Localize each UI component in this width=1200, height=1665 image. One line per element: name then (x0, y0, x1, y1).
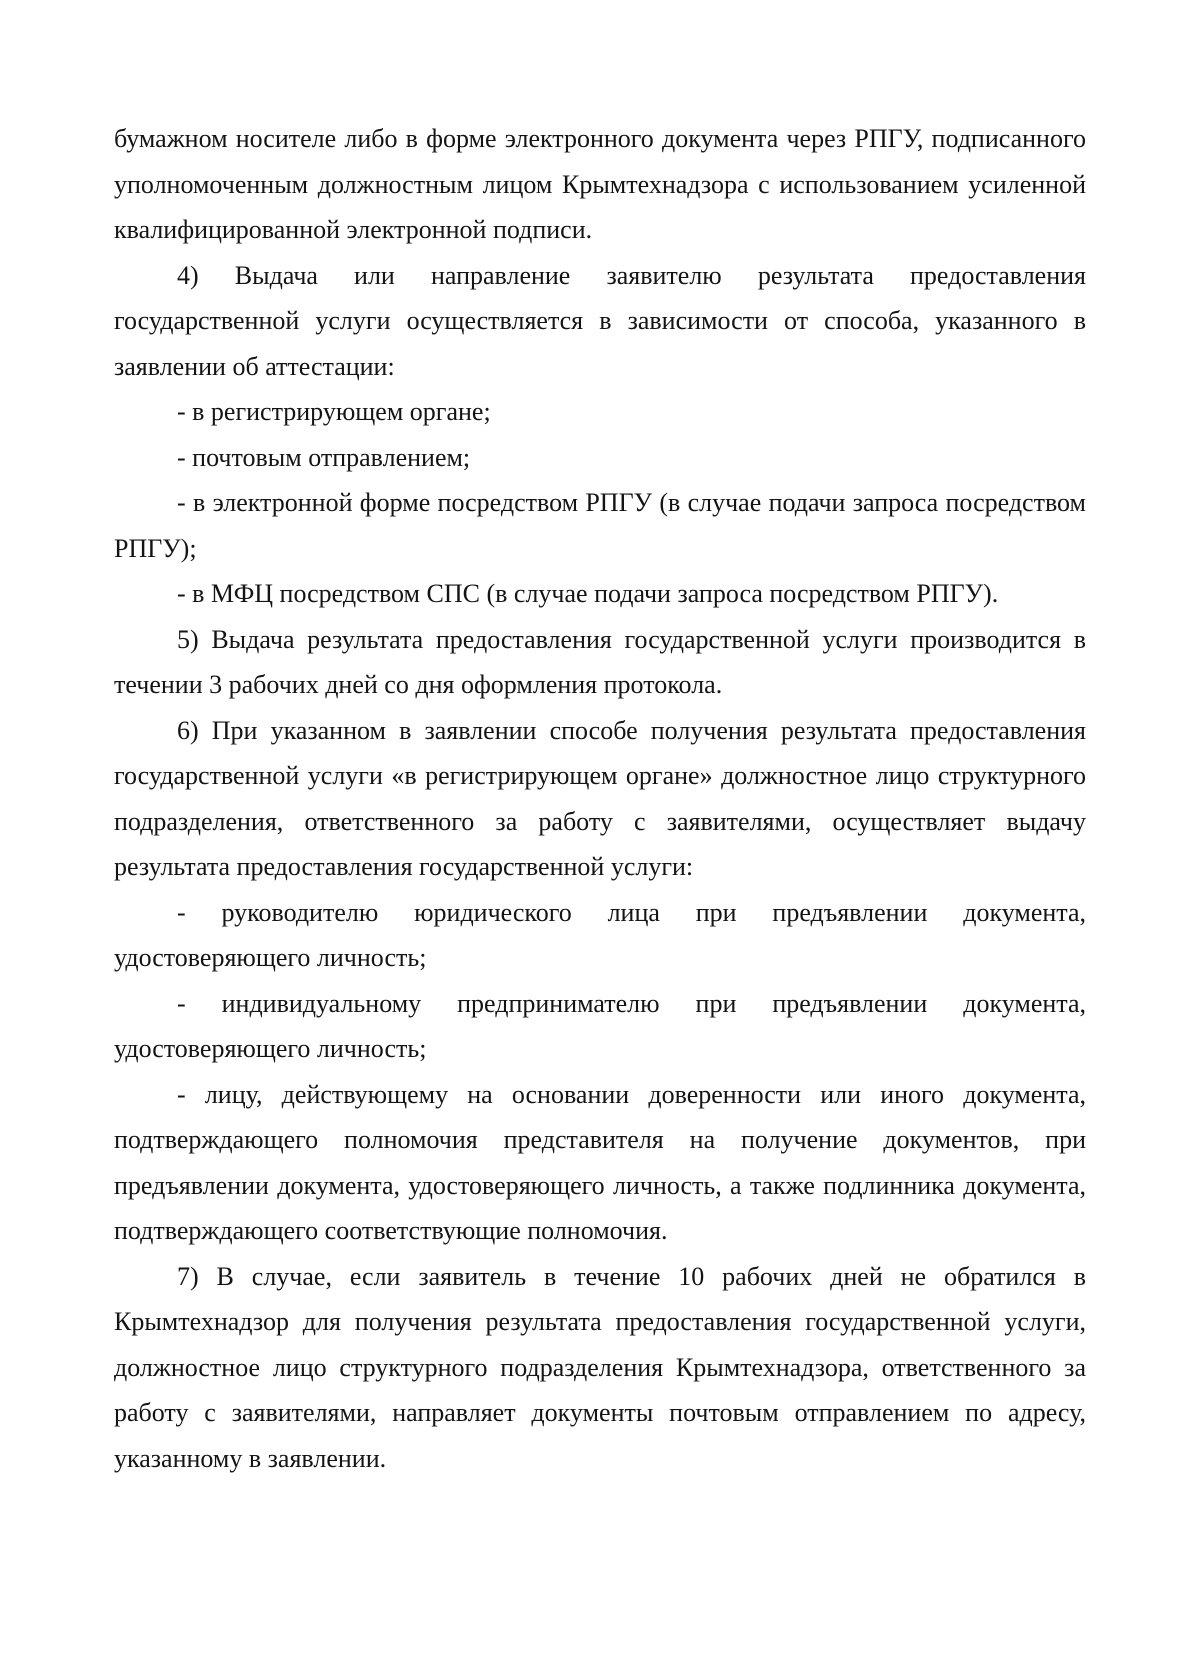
list-item-legal-entity-head: - руководителю юридического лица при предъявлении документа, удостоверяющего личность; (114, 897, 1086, 972)
list-item-electronic: - в электронной форме посредством РПГУ (в случае подачи запроса посредством РПГУ); (114, 488, 1086, 563)
list-item-registering-body: - в регистрирующем органе; (177, 397, 491, 426)
list-item-entrepreneur: - индивидуальному предпринимателю при предъявлении документа, удостоверяющего личность; (114, 988, 1086, 1063)
paragraph-item-4: 4) Выдача или направление заявителю результата предоставления государственной услуги осуществляется в зависимости от способа, указанного в заявлении об аттестации: (114, 260, 1086, 381)
paragraph-item-6: 6) При указанном в заявлении способе получения результата предоставления государственной услуги «в регистрирующем органе» должностное лицо структурного подразделения, ответственного за работу с заявителями, осуществляет выдачу результата предоставления государственной услуги: (114, 715, 1086, 881)
paragraph-continuation: бумажном носителе либо в форме электронного документа через РПГУ, подписанного уполномоченным должностным лицом Крымтехнадзора с использованием усиленной квалифицированной электронной подписи. (114, 124, 1086, 244)
list-item-mfc: - в МФЦ посредством СПС (в случае подачи запроса посредством РПГУ). (177, 579, 999, 608)
paragraph-item-7: 7) В случае, если заявитель в течение 10 рабочих дней не обратился в Крымтехнадзор для получения результата предоставления государственной услуги, должностное лицо структурного подразделения Крымтехнадзора, ответственного за работу с заявителями, направляет документы почтовым отправлением по адресу, указанному в заявлении. (114, 1261, 1086, 1473)
document-body (114, 116, 1086, 1481)
list-item-proxy: - лицу, действующему на основании доверенности или иного документа, подтверждающего полномочия представителя на получение документов, при предъявлении документа, удостоверяющего личность, а также подлинника документа, подтверждающего соответствующие полномочия. (114, 1079, 1086, 1245)
paragraph-item-5: 5) Выдача результата предоставления государственной услуги производится в течении 3 рабочих дней со дня оформления протокола. (114, 624, 1086, 699)
list-item-postal: - почтовым отправлением; (177, 442, 471, 472)
